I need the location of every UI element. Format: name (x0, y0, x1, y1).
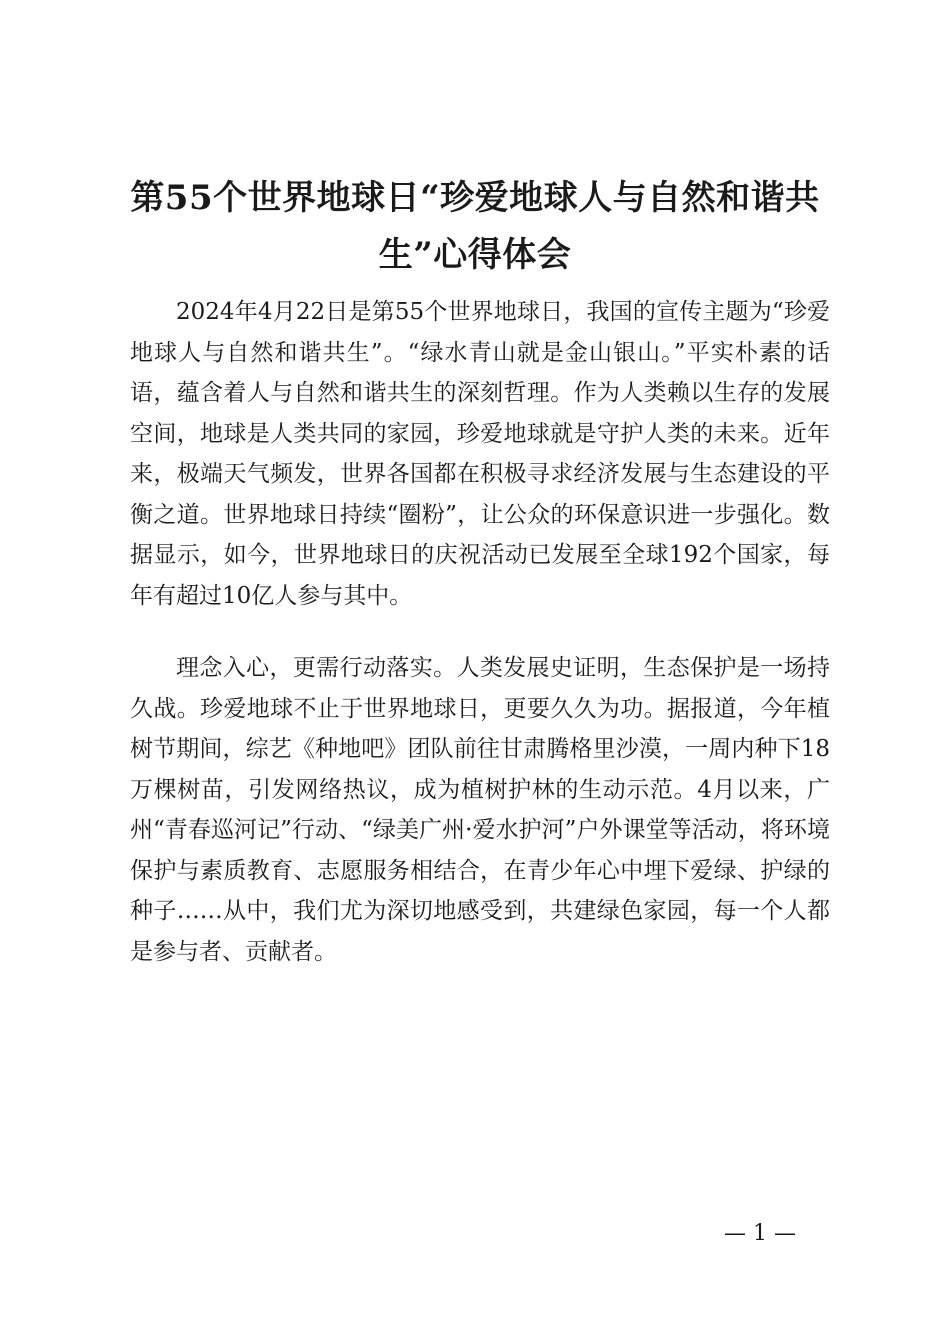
document-title: 第55个世界地球日“珍爱地球人与自然和谐共生”心得体会 (130, 178, 820, 275)
page-number: — 1 — (724, 1221, 796, 1246)
document-body (130, 292, 830, 1004)
paragraph-1: 2024年4月22日是第55个世界地球日，我国的宣传主题为“珍爱地球人与自然和谐共生”。“绿水青山就是金山银山。”平实朴素的话语，蕴含着人与自然和谐共生的深刻哲理。作为人类赖以生存的发展空间，地球是人类共同的家园，珍爱地球就是守护人类的未来。近年来，极端天气频发，世界各国都在积极寻求经济发展与生态建设的平衡之道。世界地球日持续“圈粉”，让公众的环保意识进一步强化。数据显示，如今，世界地球日的庆祝活动已发展至全球192个国家，每年有超过10亿人参与其中。 (130, 299, 830, 609)
paragraph-2: 理念入心，更需行动落实。人类发展史证明，生态保护是一场持久战。珍爱地球不止于世界地球日，更要久久为功。据报道，今年植树节期间，综艺《种地吧》团队前往甘肃腾格里沙漠，一周内种下18万棵树苗，引发网络热议，成为植树护林的生动示范。4月以来，广州“青春巡河记”行动、“绿美广州·爱水护河”户外课堂等活动，将环境保护与素质教育、志愿服务相结合，在青少年心中埋下爱绿、护绿的种子……从中，我们尤为深切地感受到，共建绿色家园，每一个人都是参与者、贡献者。 (130, 655, 830, 965)
